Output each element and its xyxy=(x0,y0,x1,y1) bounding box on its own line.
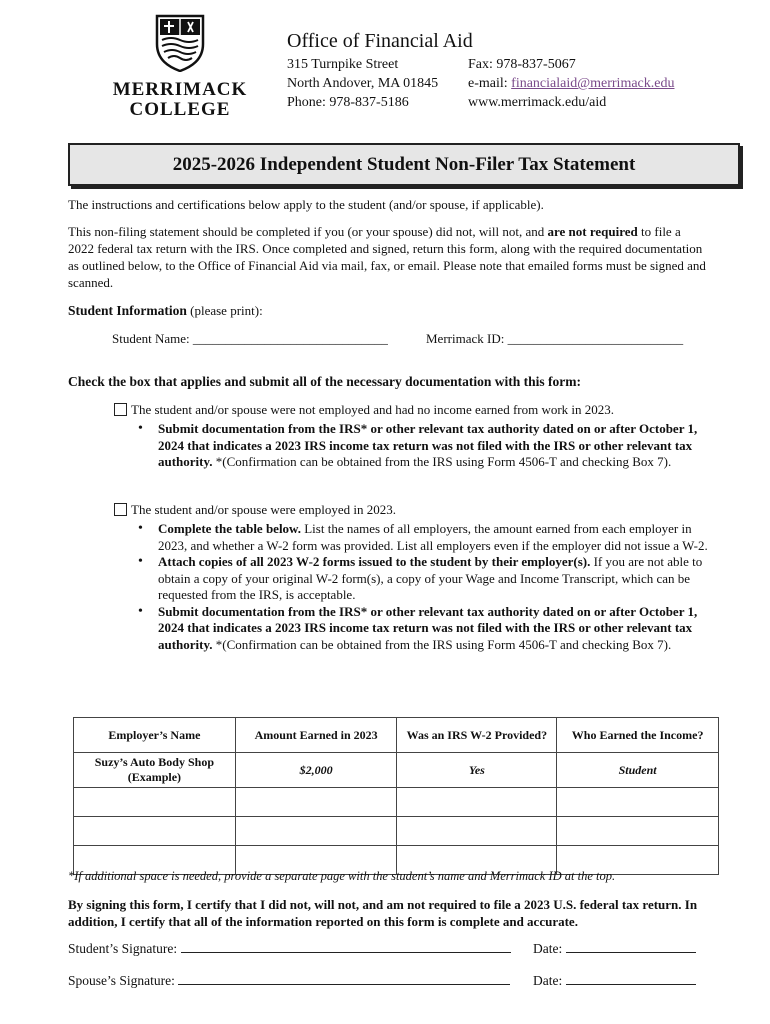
not-employed-bullet-1 xyxy=(134,421,714,471)
email-row xyxy=(468,74,674,93)
who-earned-cell[interactable] xyxy=(557,788,719,817)
employer-name-cell[interactable] xyxy=(74,788,236,817)
student-date-row xyxy=(533,940,696,957)
example-amount: $2,000 xyxy=(235,753,397,788)
student-info-heading xyxy=(68,302,708,319)
w2-cell[interactable] xyxy=(397,788,557,817)
amount-cell[interactable] xyxy=(235,788,397,817)
option-employed-row[interactable] xyxy=(114,501,714,518)
header-employer-name: Employer’s Name xyxy=(74,718,236,753)
student-signature-line[interactable] xyxy=(181,940,511,953)
header-w2-provided: Was an IRS W-2 Provided? xyxy=(397,718,557,753)
instructions-paragraph xyxy=(68,223,708,291)
intro-text: The instructions and certifications below apply to the student (and/or spouse, if applicable). xyxy=(68,197,544,212)
college-name-line2: COLLEGE xyxy=(129,99,231,120)
example-w2: Yes xyxy=(397,753,557,788)
bullet-bold-text: Complete the table below. xyxy=(158,521,301,536)
student-info-note: (please print): xyxy=(186,303,263,318)
table-row xyxy=(74,817,719,846)
table-row-example xyxy=(74,753,719,788)
bullet-bold-text: Submit documentation from the IRS* or other relevant tax authority dated on or after October 1, 2024 that indicates a 2023 IRS income tax return was not filed with the IRS or other relevant tax authority. xyxy=(158,603,698,652)
instructions-text-end: to file a 2022 federal tax return with the IRS. Once completed and signed, return this form, along with the required documentation as outlined below, to the Office of Financial Aid via mail, fax, or email. Please note that emailed forms must be signed and scanned. xyxy=(68,224,706,290)
fax-number: Fax: 978-837-5067 xyxy=(468,57,576,72)
student-date-line[interactable] xyxy=(566,940,696,953)
example-who: Student xyxy=(557,753,719,788)
spouse-date-label: Date: xyxy=(533,973,563,988)
student-name-line[interactable]: ______________________________ xyxy=(192,331,388,346)
employed-bullet-2 xyxy=(134,554,714,604)
bullet-text: *(Confirmation can be obtained from the IRS using Form 4506-T and checking Box 7). xyxy=(212,454,672,469)
instructions-text-bold: are not required xyxy=(547,224,638,239)
bullet-text: List the names of all employers, the amount earned from each employer in 2023, and whether a W-2 form was provided. List all employers even if the employer did not issue a W-2. xyxy=(158,521,708,553)
merrimack-id-label: Merrimack ID: xyxy=(426,331,508,346)
employed-bullet-3 xyxy=(134,604,714,654)
header-amount-earned: Amount Earned in 2023 xyxy=(235,718,397,753)
merrimack-id-line[interactable]: ___________________________ xyxy=(507,331,684,346)
student-signature-row xyxy=(68,940,511,957)
bullet-text: *(Confirmation can be obtained from the IRS using Form 4506-T and checking Box 7). xyxy=(212,636,672,652)
table-row xyxy=(74,788,719,817)
bullet-bold-text: Attach copies of all 2023 W-2 forms issued to the student by their employer(s). xyxy=(158,554,591,569)
student-name-label: Student Name: xyxy=(112,331,193,346)
spouse-date-line[interactable] xyxy=(566,972,696,985)
college-crest-icon xyxy=(155,14,205,72)
employer-table xyxy=(73,717,719,875)
amount-cell[interactable] xyxy=(235,817,397,846)
college-name-line1: MERRIMACK xyxy=(112,79,248,100)
phone-number: Phone: 978-837-5186 xyxy=(287,95,409,110)
option-not-employed xyxy=(114,401,714,471)
form-title: 2025-2026 Independent Student Non-Filer Tax Statement xyxy=(172,153,636,175)
spouse-signature-row xyxy=(68,972,510,989)
not-employed-checkbox[interactable] xyxy=(114,403,127,416)
student-signature-label: Student’s Signature: xyxy=(68,941,178,956)
student-info-title: Student Information xyxy=(68,303,187,318)
bullet-text: If you are not able to obtain a copy of your original W-2 form(s), a copy of your Wage and Income Transcript, which can be requested from the IRS, is acceptable. xyxy=(158,554,703,602)
certification-statement: By signing this form, I certify that I did not, will not, and am not required to file a 2023 U.S. federal tax return. In addition, I certify that all of the information reported on this form is complete and accurate. xyxy=(68,897,698,929)
email-link[interactable]: financialaid@merrimack.edu xyxy=(511,76,675,91)
employed-label: The student and/or spouse were employed in 2023. xyxy=(131,502,396,517)
contact-online xyxy=(468,55,674,112)
website-link[interactable]: www.merrimack.edu/aid xyxy=(468,95,607,110)
employed-bullets xyxy=(134,521,714,653)
option-not-employed-row[interactable] xyxy=(114,401,714,418)
header-who-earned: Who Earned the Income? xyxy=(557,718,719,753)
spouse-date-row xyxy=(533,972,696,989)
form-title-box xyxy=(68,143,740,186)
office-title: Office of Financial Aid xyxy=(287,30,473,52)
email-prefix: e-mail: xyxy=(468,76,512,91)
instructions-text-start: This non-filing statement should be completed if you (or your spouse) did not, will not, and xyxy=(68,224,548,239)
not-employed-bullets xyxy=(134,421,714,471)
employed-bullet-1 xyxy=(134,521,714,554)
merrimack-id-field[interactable] xyxy=(426,330,726,347)
bullet-bold-text: Submit documentation from the IRS* or other relevant tax authority dated on or after October 1, 2024 that indicates a 2023 IRS income tax return was not filed with the IRS or other relevant tax authority. xyxy=(158,421,698,469)
contact-address xyxy=(287,55,438,112)
option-employed xyxy=(114,501,714,653)
employer-name-cell[interactable] xyxy=(74,817,236,846)
spouse-signature-label: Spouse’s Signature: xyxy=(68,973,175,988)
college-logo xyxy=(110,14,250,122)
w2-cell[interactable] xyxy=(397,817,557,846)
table-header-row xyxy=(74,718,719,753)
spouse-signature-line[interactable] xyxy=(178,972,510,985)
not-employed-label: The student and/or spouse were not employed and had no income earned from work in 2023. xyxy=(131,402,615,417)
check-heading: Check the box that applies and submit all of the necessary documentation with this form: xyxy=(68,374,582,389)
employed-checkbox[interactable] xyxy=(114,503,127,516)
address-line1: 315 Turnpike Street xyxy=(287,57,399,72)
address-line2: North Andover, MA 01845 xyxy=(287,76,439,91)
example-employer-cell xyxy=(74,753,236,788)
example-employer-name: Suzy’s Auto Body Shop xyxy=(94,755,215,769)
student-date-label: Date: xyxy=(533,941,563,956)
who-earned-cell[interactable] xyxy=(557,817,719,846)
table-footnote: *If additional space is needed, provide a separate page with the student’s name and Merrimack ID at the top. xyxy=(68,869,616,883)
example-label: (Example) xyxy=(127,770,182,784)
